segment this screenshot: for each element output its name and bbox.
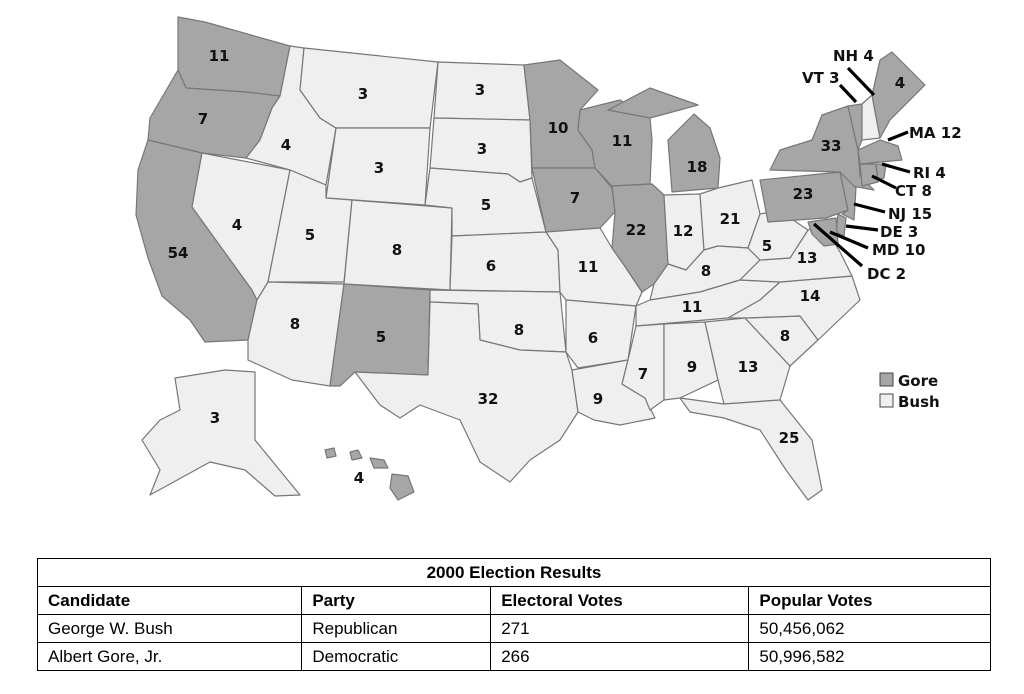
cell-electoral-votes: 271 bbox=[491, 615, 749, 643]
vote-label-AL: 9 bbox=[686, 358, 698, 376]
cell-party: Republican bbox=[302, 615, 491, 643]
table-title: 2000 Election Results bbox=[38, 559, 991, 587]
ri-leader-line bbox=[882, 164, 910, 172]
vote-label-OH: 21 bbox=[719, 210, 741, 228]
table-row bbox=[38, 643, 991, 671]
vote-label-IN: 12 bbox=[672, 222, 694, 240]
vote-label-ID: 4 bbox=[280, 136, 292, 154]
vote-label-AZ: 8 bbox=[289, 315, 301, 333]
vote-label-SD: 3 bbox=[476, 140, 488, 158]
vote-label-FL: 25 bbox=[778, 429, 800, 447]
callout-CT: CT 8 bbox=[895, 182, 932, 200]
nj-leader-line bbox=[854, 204, 885, 212]
callout-DE: DE 3 bbox=[880, 223, 919, 241]
nh-leader-line bbox=[848, 68, 874, 95]
cell-candidate: George W. Bush bbox=[38, 615, 302, 643]
vote-label-IL: 22 bbox=[625, 221, 647, 239]
state-CT bbox=[860, 164, 878, 186]
vote-label-WV: 5 bbox=[761, 237, 773, 255]
vote-label-WI: 11 bbox=[611, 132, 633, 150]
callout-DC: DC 2 bbox=[867, 265, 907, 283]
vote-label-NV: 4 bbox=[231, 216, 243, 234]
cell-candidate: Albert Gore, Jr. bbox=[38, 643, 302, 671]
callout-NH: NH 4 bbox=[833, 47, 874, 65]
vote-label-OK: 8 bbox=[513, 321, 525, 339]
callout-VT: VT 3 bbox=[802, 69, 840, 87]
vote-label-WA: 11 bbox=[208, 47, 230, 65]
vote-label-MN: 10 bbox=[547, 119, 569, 137]
column-header-electoral-votes: Electoral Votes bbox=[491, 587, 749, 615]
de-leader-line bbox=[846, 226, 878, 230]
column-header-popular-votes: Popular Votes bbox=[749, 587, 991, 615]
vote-label-ND: 3 bbox=[474, 81, 486, 99]
vote-label-NM: 5 bbox=[375, 328, 387, 346]
vote-label-OR: 7 bbox=[197, 110, 209, 128]
election-results-table bbox=[37, 558, 991, 671]
legend-swatch-bush bbox=[880, 394, 893, 407]
state-MA bbox=[858, 140, 902, 164]
vote-label-KY: 8 bbox=[700, 262, 712, 280]
column-header-party: Party bbox=[302, 587, 491, 615]
callout-MD: MD 10 bbox=[872, 241, 926, 259]
state-WA bbox=[178, 17, 290, 96]
cell-electoral-votes: 266 bbox=[491, 643, 749, 671]
vote-label-MS: 7 bbox=[637, 365, 649, 383]
state-AK bbox=[142, 370, 300, 496]
vote-label-IA: 7 bbox=[569, 189, 581, 207]
column-header-candidate: Candidate bbox=[38, 587, 302, 615]
table-row bbox=[38, 615, 991, 643]
callout-NJ: NJ 15 bbox=[888, 205, 933, 223]
ma-leader-line bbox=[888, 132, 908, 140]
table-header-row bbox=[38, 587, 991, 615]
legend-label-gore: Gore bbox=[898, 372, 939, 390]
vote-label-NY: 33 bbox=[820, 137, 842, 155]
vote-label-LA: 9 bbox=[592, 390, 604, 408]
map-legend bbox=[880, 372, 940, 411]
vote-label-SC: 8 bbox=[779, 327, 791, 345]
vote-label-AK: 3 bbox=[209, 409, 221, 427]
vote-label-CA: 54 bbox=[167, 244, 189, 262]
vote-label-TX: 32 bbox=[477, 390, 499, 408]
vote-label-NC: 14 bbox=[799, 287, 821, 305]
vote-label-AR: 6 bbox=[587, 329, 599, 347]
callout-RI: RI 4 bbox=[913, 164, 946, 182]
legend-label-bush: Bush bbox=[898, 393, 940, 411]
vote-label-TN: 11 bbox=[681, 298, 703, 316]
state-FL bbox=[680, 398, 822, 500]
vote-label-MO: 11 bbox=[577, 258, 599, 276]
vote-label-MT: 3 bbox=[357, 85, 369, 103]
vote-label-NE: 5 bbox=[480, 196, 492, 214]
vote-label-WY: 3 bbox=[373, 159, 385, 177]
legend-swatch-gore bbox=[880, 373, 893, 386]
cell-popular-votes: 50,996,582 bbox=[749, 643, 991, 671]
vote-label-KS: 6 bbox=[485, 257, 497, 275]
state-HI bbox=[325, 448, 414, 500]
vote-label-UT: 5 bbox=[304, 226, 316, 244]
state-AZ bbox=[248, 282, 344, 386]
vote-label-PA: 23 bbox=[792, 185, 814, 203]
cell-party: Democratic bbox=[302, 643, 491, 671]
callout-MA: MA 12 bbox=[909, 124, 962, 142]
vt-leader-line bbox=[840, 85, 856, 102]
vote-label-VA: 13 bbox=[796, 249, 818, 267]
vote-label-HI: 4 bbox=[353, 469, 365, 487]
vote-label-ME: 4 bbox=[894, 74, 906, 92]
vote-label-GA: 13 bbox=[737, 358, 759, 376]
state-MT bbox=[300, 48, 438, 128]
vote-label-MI: 18 bbox=[686, 158, 708, 176]
cell-popular-votes: 50,456,062 bbox=[749, 615, 991, 643]
state-AR bbox=[566, 300, 636, 368]
state-KS bbox=[450, 232, 560, 292]
vote-label-CO: 8 bbox=[391, 241, 403, 259]
